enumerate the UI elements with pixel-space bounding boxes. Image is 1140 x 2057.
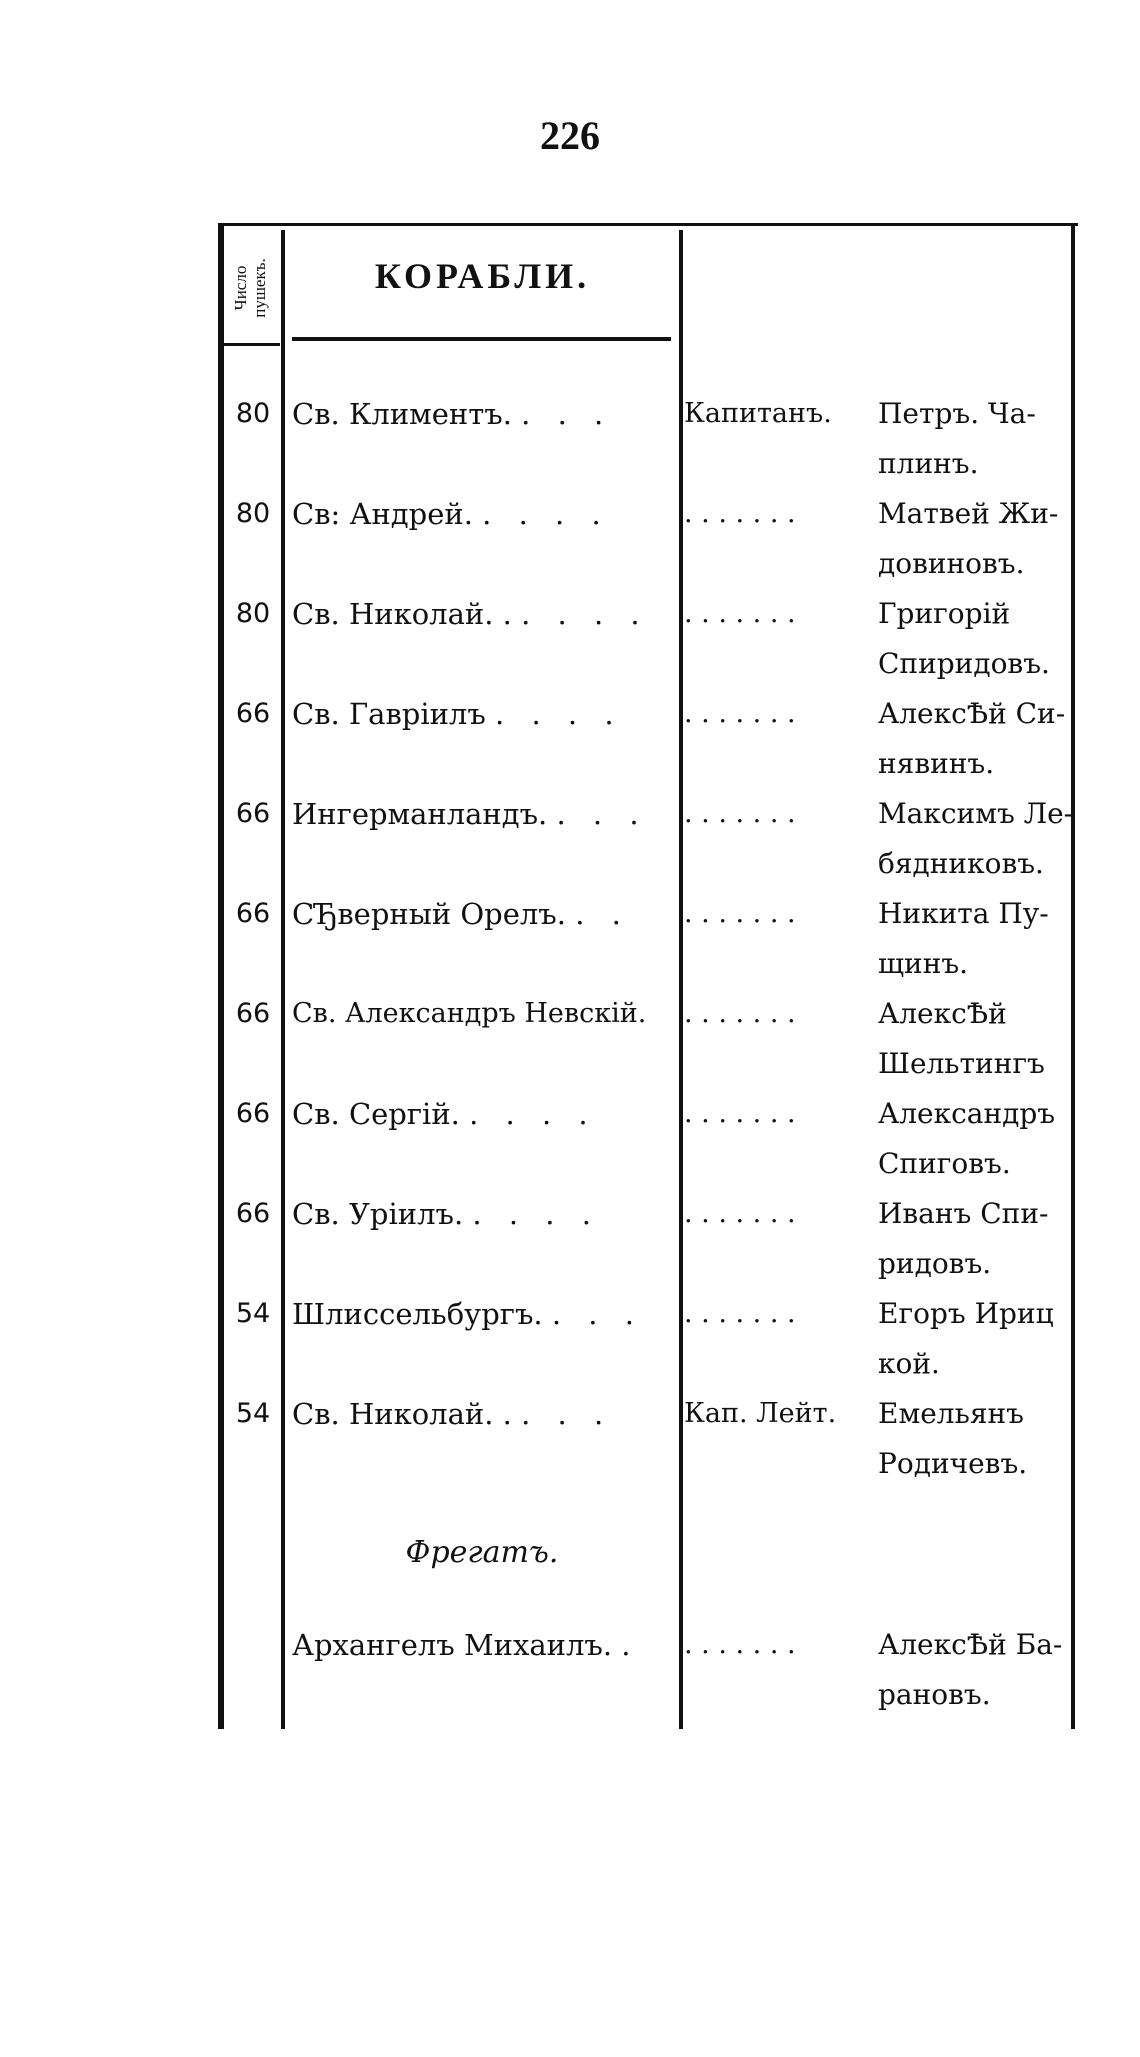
commander-line2: бядниковъ.	[878, 847, 1044, 880]
commander-line2: ридовъ.	[878, 1247, 992, 1280]
ship-name-text: Шлиссельбургъ.	[292, 1297, 543, 1331]
commander-line2: Спиридовъ.	[878, 647, 1050, 680]
rank: Капитанъ.	[684, 398, 832, 429]
commander	[878, 589, 1078, 689]
table-row	[0, 1289, 1140, 1389]
commander-line1: Григорій	[878, 597, 1011, 630]
rank: Кап. Лейт.	[684, 1398, 837, 1429]
commander-line2: рановъ.	[878, 1678, 991, 1711]
gun-count: 66	[235, 798, 271, 829]
ship-name	[292, 389, 672, 439]
table-row	[0, 1089, 1140, 1189]
gun-count: 80	[235, 498, 271, 529]
commander	[878, 1620, 1078, 1720]
rank: . . . . . . .	[684, 498, 796, 529]
ship-name-text: Св. Николай. .	[292, 597, 512, 631]
commander	[878, 889, 1078, 989]
ship-name	[292, 789, 672, 839]
rank: . . . . . . .	[684, 598, 796, 629]
commander	[878, 1389, 1078, 1489]
ship-name	[292, 989, 672, 1039]
leader-dots: . . . .	[469, 1097, 597, 1131]
commander	[878, 789, 1078, 889]
table-row	[0, 489, 1140, 589]
rank: . . . . . . .	[684, 1098, 796, 1129]
ship-name	[292, 489, 672, 539]
ship-name	[292, 1620, 672, 1670]
commander-line2: плинъ.	[878, 447, 979, 480]
table-row	[0, 989, 1140, 1089]
header-guns-line2: пушекъ.	[249, 258, 269, 318]
rank: . . . . . . .	[684, 798, 796, 829]
commander	[878, 489, 1078, 589]
ship-name-text: Св. Гавріилъ	[292, 697, 486, 731]
commander-line1: Матвей Жи-	[878, 497, 1059, 530]
leader-dots: . .	[575, 897, 630, 931]
gun-count: 80	[235, 398, 271, 429]
commander-line1: АлексѢй	[878, 997, 1007, 1030]
table-rule-top	[218, 223, 1078, 226]
ship-name-text: Св. Александръ Невскій.	[292, 998, 647, 1029]
commander-line1: Александръ	[878, 1097, 1056, 1130]
rank: . . . . . . .	[684, 998, 796, 1029]
leader-dots: .	[621, 1628, 640, 1662]
ship-name-text: СЂверный Орелъ.	[292, 897, 566, 931]
leader-dots: . . .	[556, 797, 648, 831]
ship-name-text: Св: Андрей.	[292, 497, 473, 531]
commander-line2: Спиговъ.	[878, 1147, 1011, 1180]
commander	[878, 389, 1078, 489]
commander-line1: Емельянъ	[878, 1397, 1024, 1430]
commander-line1: Петръ. Ча-	[878, 397, 1036, 430]
table-row	[0, 789, 1140, 889]
commander-line2: Шельтингъ	[878, 1047, 1045, 1080]
gun-count: 66	[235, 698, 271, 729]
ship-name-text: Св. Николай. .	[292, 1397, 512, 1431]
table-row	[0, 889, 1140, 989]
table-row	[0, 1189, 1140, 1289]
gun-count: 66	[235, 898, 271, 929]
ship-name	[292, 1089, 672, 1139]
page-number: 226	[540, 113, 600, 158]
commander	[878, 1089, 1078, 1189]
table-row	[0, 1620, 1140, 1720]
commander-line2: нявинъ.	[878, 747, 995, 780]
section-title-frigate: Фрегатъ.	[405, 1535, 559, 1570]
gun-count: 66	[235, 1098, 271, 1129]
table-row	[0, 589, 1140, 689]
commander	[878, 1189, 1078, 1289]
gun-count: 66	[235, 1198, 271, 1229]
commander-line2: Родичевъ.	[878, 1447, 1028, 1480]
leader-dots: . . . .	[521, 597, 649, 631]
ship-name	[292, 589, 672, 639]
leader-dots: . . . .	[495, 697, 623, 731]
commander-line1: АлексѢй Ба-	[878, 1628, 1063, 1661]
leader-dots: . . . .	[482, 497, 610, 531]
commander-line1: Егоръ Ириц	[878, 1297, 1054, 1330]
header-guns	[220, 232, 280, 344]
ship-name	[292, 1389, 672, 1439]
commander-line1: АлексѢй Си-	[878, 697, 1066, 730]
header-guns-line1: Число	[230, 265, 250, 311]
ship-name-text: Св. Сергій.	[292, 1097, 460, 1131]
commander-line2: довиновъ.	[878, 547, 1025, 580]
commander-line2: кой.	[878, 1347, 940, 1380]
gun-count: 54	[235, 1398, 271, 1429]
rank: . . . . . . .	[684, 898, 796, 929]
ship-name	[292, 1289, 672, 1339]
commander-line1: Иванъ Спи-	[878, 1197, 1049, 1230]
ship-name	[292, 1189, 672, 1239]
commander	[878, 689, 1078, 789]
ship-name-text: Ингерманландъ.	[292, 797, 548, 831]
ship-name-text: Св. Климентъ.	[292, 397, 512, 431]
leader-dots: . . .	[521, 397, 613, 431]
gun-count: 66	[235, 998, 271, 1029]
header-underline-ships	[292, 337, 671, 341]
header-ships: КОРАБЛИ.	[374, 256, 591, 296]
gun-count: 54	[235, 1298, 271, 1329]
ship-name	[292, 689, 672, 739]
commander-line2: щинъ.	[878, 947, 969, 980]
ship-name	[292, 889, 672, 939]
leader-dots: . . .	[551, 1297, 643, 1331]
commander-line1: Максимъ Ле-	[878, 797, 1074, 830]
leader-dots: . . .	[521, 1397, 613, 1431]
gun-count: 80	[235, 598, 271, 629]
rank: . . . . . . .	[684, 1198, 796, 1229]
commander	[878, 989, 1078, 1089]
rank: . . . . . . .	[684, 1298, 796, 1329]
table-row	[0, 389, 1140, 489]
commander-line1: Никита Пу-	[878, 897, 1049, 930]
ship-name-text: Архангелъ Михаилъ.	[292, 1628, 613, 1662]
table-row	[0, 689, 1140, 789]
commander	[878, 1289, 1078, 1389]
ship-name-text: Св. Уріилъ.	[292, 1197, 464, 1231]
leader-dots: . . . .	[472, 1197, 600, 1231]
rank: . . . . . . .	[684, 1629, 796, 1660]
rank: . . . . . . .	[684, 698, 796, 729]
table-row	[0, 1389, 1140, 1489]
